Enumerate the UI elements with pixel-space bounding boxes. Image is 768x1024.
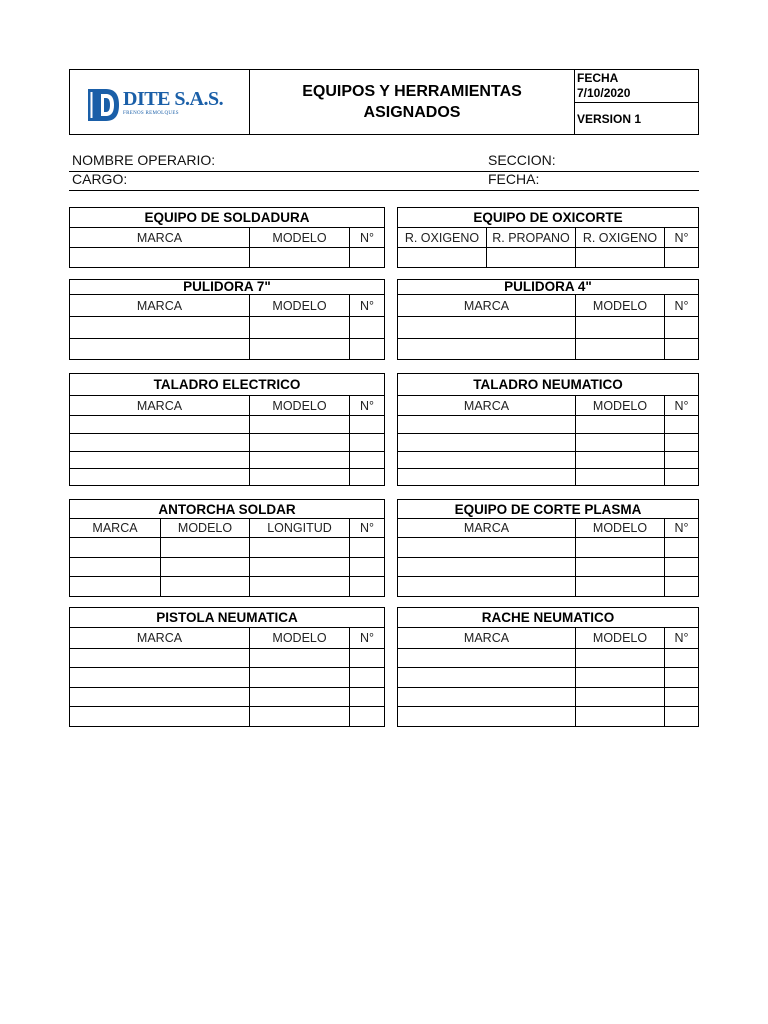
numero-cell[interactable] xyxy=(665,707,699,727)
column-header: MODELO xyxy=(250,628,350,649)
marca-cell[interactable] xyxy=(398,434,576,452)
numero-cell[interactable] xyxy=(665,339,699,360)
logo-text: DITE S.A.S. xyxy=(123,88,224,110)
equipo-oxicorte-table xyxy=(397,207,699,268)
r-propano-cell[interactable] xyxy=(487,248,576,268)
column-header: MODELO xyxy=(576,295,665,317)
numero-cell[interactable] xyxy=(665,688,699,707)
table-row xyxy=(398,577,699,597)
column-header: MODELO xyxy=(576,396,665,416)
r-oxigeno-cell[interactable] xyxy=(398,248,487,268)
document-title xyxy=(249,69,575,135)
table-row xyxy=(70,688,385,707)
pulidora-4-table xyxy=(397,279,699,360)
equipo-soldadura-table xyxy=(69,207,385,268)
r-oxigeno-2-cell[interactable] xyxy=(576,248,665,268)
numero-cell[interactable] xyxy=(350,668,385,688)
modelo-cell[interactable] xyxy=(576,707,665,727)
table-row xyxy=(70,416,385,434)
marca-cell[interactable] xyxy=(398,668,576,688)
modelo-cell[interactable] xyxy=(576,558,665,577)
marca-cell[interactable] xyxy=(398,649,576,668)
table-row xyxy=(70,649,385,668)
numero-cell[interactable] xyxy=(350,577,385,597)
numero-cell[interactable] xyxy=(350,558,385,577)
marca-cell[interactable] xyxy=(398,317,576,339)
table-row xyxy=(70,577,385,597)
table-row xyxy=(398,317,699,339)
table-row xyxy=(70,317,385,339)
column-header: MODELO xyxy=(250,228,350,248)
table-title: PULIDORA 7" xyxy=(70,280,385,295)
numero-cell[interactable] xyxy=(350,434,385,452)
numero-cell[interactable] xyxy=(665,248,699,268)
fecha-value: 7/10/2020 xyxy=(577,86,631,100)
column-header: N° xyxy=(665,628,699,649)
fecha-label: FECHA xyxy=(577,71,619,85)
numero-cell[interactable] xyxy=(350,688,385,707)
marca-cell[interactable] xyxy=(70,649,250,668)
table-title: EQUIPO DE SOLDADURA xyxy=(70,208,385,228)
modelo-cell[interactable] xyxy=(161,558,250,577)
table-row xyxy=(398,416,699,434)
pulidora-7-table xyxy=(69,279,385,360)
taladro-neumatico-table xyxy=(397,373,699,486)
numero-cell[interactable] xyxy=(665,538,699,558)
column-header: MARCA xyxy=(70,519,161,538)
numero-cell[interactable] xyxy=(350,248,385,268)
column-header: MARCA xyxy=(70,396,250,416)
modelo-cell[interactable] xyxy=(250,248,350,268)
modelo-cell[interactable] xyxy=(576,668,665,688)
nombre-line[interactable] xyxy=(69,171,699,172)
numero-cell[interactable] xyxy=(350,339,385,360)
table-row xyxy=(398,668,699,688)
equipo-corte-plasma-table xyxy=(397,499,699,597)
table-title: EQUIPO DE CORTE PLASMA xyxy=(398,500,699,519)
title-line-2: ASIGNADOS xyxy=(363,104,461,121)
numero-cell[interactable] xyxy=(665,577,699,597)
longitud-cell[interactable] xyxy=(250,538,350,558)
logo-subtext: FRENOS REMOLQUES xyxy=(123,111,179,116)
column-header: MODELO xyxy=(576,628,665,649)
logo-cell xyxy=(69,69,250,135)
table-row xyxy=(398,469,699,486)
marca-cell[interactable] xyxy=(70,452,250,469)
marca-cell[interactable] xyxy=(398,469,576,486)
numero-cell[interactable] xyxy=(350,538,385,558)
table-row xyxy=(398,688,699,707)
table-row xyxy=(70,452,385,469)
company-logo xyxy=(88,88,224,122)
date-cell xyxy=(574,69,699,103)
table-row xyxy=(70,248,385,268)
numero-cell[interactable] xyxy=(665,416,699,434)
column-header: N° xyxy=(350,228,385,248)
marca-cell[interactable] xyxy=(398,452,576,469)
table-row xyxy=(398,452,699,469)
table-title: PISTOLA NEUMATICA xyxy=(70,608,385,628)
numero-cell[interactable] xyxy=(665,434,699,452)
modelo-cell[interactable] xyxy=(250,452,350,469)
numero-cell[interactable] xyxy=(665,668,699,688)
table-row xyxy=(398,434,699,452)
modelo-cell[interactable] xyxy=(576,469,665,486)
modelo-cell[interactable] xyxy=(576,317,665,339)
modelo-cell[interactable] xyxy=(576,416,665,434)
table-row xyxy=(70,339,385,360)
modelo-cell[interactable] xyxy=(250,688,350,707)
numero-cell[interactable] xyxy=(665,558,699,577)
table-row xyxy=(70,469,385,486)
marca-cell[interactable] xyxy=(70,434,250,452)
column-header: MARCA xyxy=(70,228,250,248)
marca-cell[interactable] xyxy=(398,577,576,597)
modelo-cell[interactable] xyxy=(576,538,665,558)
numero-cell[interactable] xyxy=(350,416,385,434)
modelo-cell[interactable] xyxy=(576,649,665,668)
column-header: MODELO xyxy=(250,396,350,416)
column-header: R. OXIGENO xyxy=(398,228,487,248)
table-row xyxy=(398,538,699,558)
column-header: N° xyxy=(350,396,385,416)
cargo-line[interactable] xyxy=(69,190,699,191)
table-row xyxy=(70,707,385,727)
title-line-1: EQUIPOS Y HERRAMIENTAS xyxy=(302,83,522,100)
numero-cell[interactable] xyxy=(350,317,385,339)
marca-cell[interactable] xyxy=(398,688,576,707)
column-header: N° xyxy=(350,295,385,317)
modelo-cell[interactable] xyxy=(250,416,350,434)
table-row xyxy=(70,668,385,688)
table-row xyxy=(70,558,385,577)
modelo-cell[interactable] xyxy=(576,577,665,597)
table-row xyxy=(398,339,699,360)
column-header: MARCA xyxy=(398,396,576,416)
column-header: N° xyxy=(665,519,699,538)
pistola-neumatica-table xyxy=(69,607,385,727)
modelo-cell[interactable] xyxy=(576,434,665,452)
marca-cell[interactable] xyxy=(70,688,250,707)
logo-mark-icon xyxy=(88,88,120,122)
seccion-label: SECCION: xyxy=(488,152,556,168)
modelo-cell[interactable] xyxy=(576,339,665,360)
column-header: MARCA xyxy=(70,295,250,317)
marca-cell[interactable] xyxy=(70,577,161,597)
column-header: MARCA xyxy=(398,519,576,538)
modelo-cell[interactable] xyxy=(576,452,665,469)
modelo-cell[interactable] xyxy=(250,707,350,727)
marca-cell[interactable] xyxy=(398,538,576,558)
column-header: N° xyxy=(350,519,385,538)
table-row xyxy=(70,434,385,452)
column-header: MODELO xyxy=(576,519,665,538)
marca-cell[interactable] xyxy=(398,416,576,434)
table-row xyxy=(398,558,699,577)
modelo-cell[interactable] xyxy=(250,668,350,688)
column-header: N° xyxy=(350,628,385,649)
cargo-label: CARGO: xyxy=(72,171,128,187)
marca-cell[interactable] xyxy=(70,317,250,339)
marca-cell[interactable] xyxy=(70,538,161,558)
table-row xyxy=(70,538,385,558)
modelo-cell[interactable] xyxy=(250,317,350,339)
modelo-cell[interactable] xyxy=(250,469,350,486)
modelo-cell[interactable] xyxy=(161,538,250,558)
marca-cell[interactable] xyxy=(70,339,250,360)
column-header: N° xyxy=(665,295,699,317)
table-row xyxy=(398,649,699,668)
version-label: VERSION 1 xyxy=(577,111,642,126)
marca-cell[interactable] xyxy=(70,416,250,434)
table-title: EQUIPO DE OXICORTE xyxy=(398,208,699,228)
column-header: R. OXIGENO xyxy=(576,228,665,248)
table-title: TALADRO NEUMATICO xyxy=(398,374,699,396)
column-header: MODELO xyxy=(250,295,350,317)
table-title: PULIDORA 4" xyxy=(398,280,699,295)
column-header: MODELO xyxy=(161,519,250,538)
column-header: MARCA xyxy=(70,628,250,649)
taladro-electrico-table xyxy=(69,373,385,486)
numero-cell[interactable] xyxy=(665,649,699,668)
numero-cell[interactable] xyxy=(665,469,699,486)
fecha-field-label: FECHA: xyxy=(488,171,540,187)
numero-cell[interactable] xyxy=(350,707,385,727)
column-header: MARCA xyxy=(398,628,576,649)
antorcha-soldar-table xyxy=(69,499,385,597)
modelo-cell[interactable] xyxy=(250,649,350,668)
marca-cell[interactable] xyxy=(70,469,250,486)
numero-cell[interactable] xyxy=(665,452,699,469)
marca-cell[interactable] xyxy=(398,558,576,577)
table-title: TALADRO ELECTRICO xyxy=(70,374,385,396)
numero-cell[interactable] xyxy=(350,649,385,668)
version-cell xyxy=(574,102,699,135)
column-header: N° xyxy=(665,396,699,416)
longitud-cell[interactable] xyxy=(250,558,350,577)
table-title: RACHE NEUMATICO xyxy=(398,608,699,628)
modelo-cell[interactable] xyxy=(161,577,250,597)
numero-cell[interactable] xyxy=(350,469,385,486)
modelo-cell[interactable] xyxy=(250,339,350,360)
marca-cell[interactable] xyxy=(70,248,250,268)
rache-neumatico-table xyxy=(397,607,699,727)
marca-cell[interactable] xyxy=(70,668,250,688)
numero-cell[interactable] xyxy=(350,452,385,469)
modelo-cell[interactable] xyxy=(250,434,350,452)
nombre-operario-label: NOMBRE OPERARIO: xyxy=(72,152,216,168)
marca-cell[interactable] xyxy=(398,707,576,727)
table-row xyxy=(398,248,699,268)
modelo-cell[interactable] xyxy=(576,688,665,707)
table-row xyxy=(398,707,699,727)
marca-cell[interactable] xyxy=(398,339,576,360)
longitud-cell[interactable] xyxy=(250,577,350,597)
numero-cell[interactable] xyxy=(665,317,699,339)
marca-cell[interactable] xyxy=(70,707,250,727)
column-header: R. PROPANO xyxy=(487,228,576,248)
column-header: N° xyxy=(665,228,699,248)
marca-cell[interactable] xyxy=(70,558,161,577)
table-title: ANTORCHA SOLDAR xyxy=(70,500,385,519)
column-header: LONGITUD xyxy=(250,519,350,538)
column-header: MARCA xyxy=(398,295,576,317)
